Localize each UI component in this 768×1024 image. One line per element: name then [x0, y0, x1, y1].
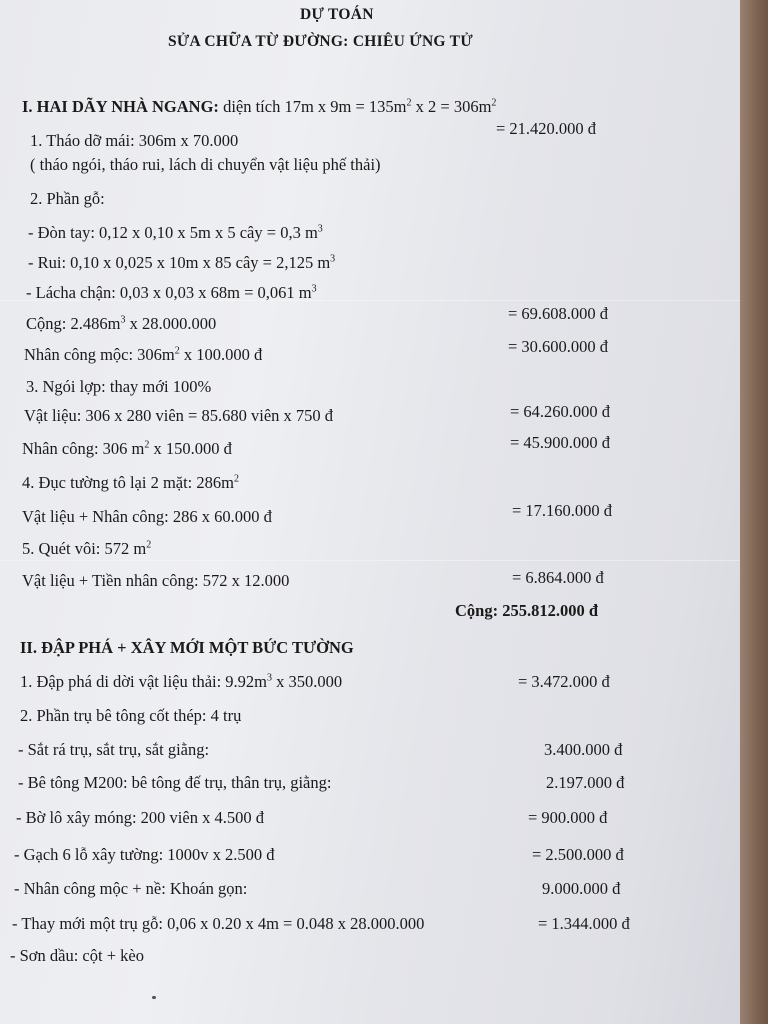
sec1-item2a-sup: 3 — [317, 223, 323, 235]
sec2-item1 — [20, 672, 342, 692]
sec1-item1-amount: = 21.420.000 đ — [496, 119, 597, 138]
sec1-item3b-sup: 2 — [144, 439, 150, 451]
section-1-heading-text: diện tích 17m x 9m = 135m — [218, 97, 407, 116]
sec2-item2c: - Bờ lô xây móng: 200 viên x 4.500 đ — [16, 808, 264, 827]
sec2-item2a: - Sắt rá trụ, sắt trụ, sắt giằng: — [18, 740, 210, 759]
sec1-item3b-tail: x 150.000 đ — [149, 439, 232, 458]
sec1-item2b-sup: 3 — [330, 253, 336, 265]
sec1-item2d-tail: x 28.000.000 — [125, 314, 217, 333]
sec1-item4 — [22, 473, 239, 493]
section-1-heading-bold: I. HAI DÃY NHÀ NGANG: — [22, 97, 219, 116]
sec1-item4-sup: 2 — [233, 473, 239, 485]
ink-speck — [152, 996, 156, 999]
sec1-item3: 3. Ngói lợp: thay mới 100% — [26, 377, 212, 396]
doc-title: DỰ TOÁN — [300, 6, 374, 23]
section-1-heading-sup: 2 — [406, 97, 412, 109]
sec1-item2d-amount: = 69.608.000 đ — [508, 304, 609, 323]
section-1-heading-sup2: 2 — [491, 97, 497, 109]
sec1-item4-text: 4. Đục tường tô lại 2 mặt: 286m — [22, 473, 234, 492]
sec1-item3b — [22, 439, 232, 459]
section-1-heading — [22, 97, 496, 117]
sec1-item2e — [24, 345, 262, 365]
doc-subtitle: SỬA CHỮA TỪ ĐƯỜNG: CHIÊU ỨNG TỬ — [168, 33, 473, 50]
sec1-item3a-amount: = 64.260.000 đ — [510, 402, 611, 421]
sec1-item2d-sup: 3 — [120, 314, 126, 326]
section-2-heading: II. ĐẬP PHÁ + XÂY MỚI MỘT BỨC TƯỜNG — [20, 638, 354, 657]
sec1-item2e-sup: 2 — [174, 345, 180, 357]
sec1-item4a: Vật liệu + Nhân công: 286 x 60.000 đ — [22, 507, 272, 526]
sec2-item2e: - Nhân công mộc + nề: Khoán gọn: — [14, 879, 248, 898]
sec1-item2e-tail: x 100.000 đ — [179, 345, 263, 364]
sec1-item5a: Vật liệu + Tiền nhân công: 572 x 12.000 — [22, 571, 290, 590]
sec1-total: Cộng: 255.812.000 đ — [455, 601, 599, 620]
sec1-item3b-text: Nhân công: 306 m — [22, 439, 145, 458]
sec1-item5 — [22, 539, 151, 559]
sec2-item2g: - Sơn dầu: cột + kèo — [10, 946, 144, 965]
sec1-item2c — [26, 283, 317, 303]
sec1-item2: 2. Phần gỗ: — [30, 189, 105, 208]
sec2-item1-text: 1. Đập phá di dời vật liệu thải: 9.92m — [20, 672, 268, 691]
sec2-item1-amount: = 3.472.000 đ — [518, 672, 610, 691]
sec1-item2d-text: Cộng: 2.486m — [26, 314, 121, 333]
sec1-item5a-amount: = 6.864.000 đ — [512, 568, 604, 587]
section-1-heading-text2: x 2 = 306m — [411, 97, 492, 116]
sec2-item1-tail: x 350.000 — [272, 672, 343, 691]
sec1-item3a: Vật liệu: 306 x 280 viên = 85.680 viên x 750 đ — [24, 406, 334, 425]
sec1-item2b — [28, 253, 335, 273]
sec2-item2f-amount: = 1.344.000 đ — [538, 914, 630, 933]
table-surface — [740, 0, 768, 1024]
sec1-item2a-text: - Đòn tay: 0,12 x 0,10 x 5m x 5 cây = 0,3 m — [28, 223, 318, 242]
sec1-item2b-text: - Rui: 0,10 x 0,025 x 10m x 85 cây = 2,125 m — [28, 253, 331, 272]
sec1-item1: 1. Tháo dỡ mái: 306m x 70.000 — [30, 131, 239, 150]
sec2-item2: 2. Phần trụ bê tông cốt thép: 4 trụ — [20, 706, 242, 725]
sec2-item1-sup: 3 — [267, 672, 273, 684]
sec1-item2c-sup: 3 — [311, 283, 317, 295]
sec2-item2e-amount: 9.000.000 đ — [542, 879, 621, 898]
sec1-item2e-text: Nhân công mộc: 306m — [24, 345, 175, 364]
sec2-item2b-amount: 2.197.000 đ — [546, 773, 625, 792]
sec1-item2c-text: - Lácha chận: 0,03 x 0,03 x 68m = 0,061 m — [26, 283, 312, 302]
sec1-item5-text: 5. Quét vôi: 572 m — [22, 539, 147, 558]
sec1-item4a-amount: = 17.160.000 đ — [512, 501, 613, 520]
sec1-item1-note: ( tháo ngói, tháo rui, lách di chuyển vật liệu phế thải) — [30, 155, 381, 174]
sec2-item2d-amount: = 2.500.000 đ — [532, 845, 624, 864]
sec2-item2f: - Thay mới một trụ gỗ: 0,06 x 0.20 x 4m = 0.048 x 28.000.000 — [12, 914, 425, 933]
sec1-item2d — [26, 314, 216, 334]
sec2-item2c-amount: = 900.000 đ — [528, 808, 608, 827]
sec1-item2a — [28, 223, 323, 243]
sec1-item3b-amount: = 45.900.000 đ — [510, 433, 611, 452]
sec1-item5-sup: 2 — [146, 539, 152, 551]
sec2-item2b: - Bê tông M200: bê tông đế trụ, thân trụ, giằng: — [18, 773, 332, 792]
sec1-item2e-amount: = 30.600.000 đ — [508, 337, 609, 356]
sec2-item2d: - Gạch 6 lỗ xây tường: 1000v x 2.500 đ — [14, 845, 275, 864]
sec2-item2a-amount: 3.400.000 đ — [544, 740, 623, 759]
